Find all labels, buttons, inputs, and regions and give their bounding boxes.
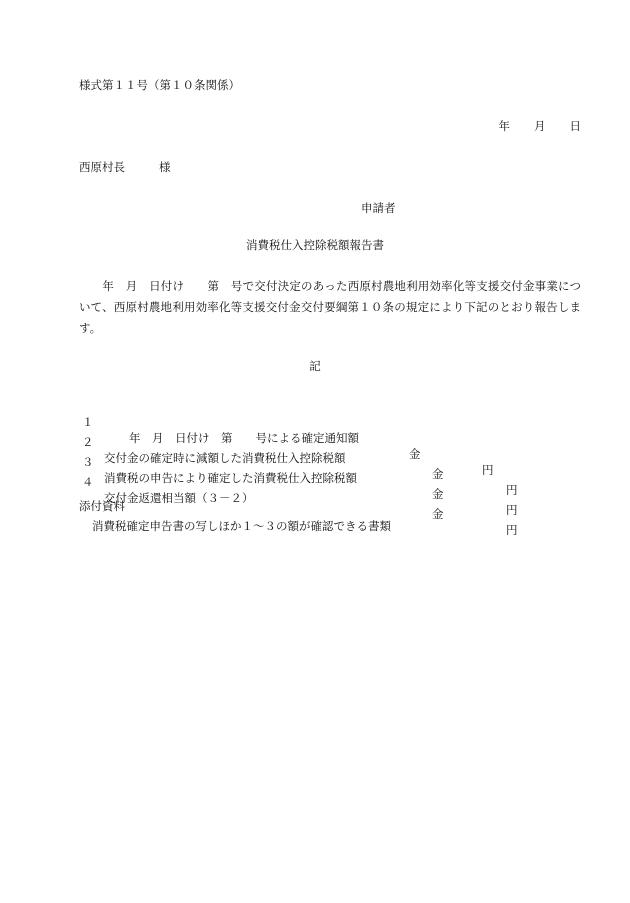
date-day: 日 [569, 119, 581, 133]
item-kin: 金 [432, 507, 444, 521]
item-number: ２ [82, 435, 94, 449]
item-number: ４ [82, 475, 94, 489]
item-number: １ [82, 415, 94, 429]
item-kin: 金 [409, 447, 421, 461]
body-paragraph: 年 月 日付け 第 号で交付決定のあった西原村農地利用効率化等支援交付金事業について、西原村農地利用効率化等支援交付金交付要綱第１０条の規定により下記のとおり報告します。 [79, 279, 581, 335]
applicant-label: 申請者 [361, 201, 396, 215]
date-month: 月 [534, 119, 546, 133]
ki-heading: 記 [309, 359, 321, 373]
item-text: 交付金の確定時に減額した消費税仕入控除税額 [104, 451, 346, 465]
item-kin: 金 [432, 487, 444, 501]
item-kin: 金 [432, 467, 444, 481]
document-title: 消費税仕入控除税額報告書 [246, 238, 384, 252]
date-line [499, 118, 582, 134]
addressee-name: 西原村長 [79, 160, 125, 174]
item-en: 円 [506, 503, 518, 517]
item-text: 消費税の申告により確定した消費税仕入控除税額 [104, 471, 357, 485]
form-number: 様式第１１号（第１０条関係） [79, 78, 240, 92]
addressee [79, 159, 171, 175]
item-en: 円 [506, 523, 518, 537]
item-en: 円 [506, 483, 518, 497]
item-number: ３ [82, 455, 94, 469]
attachment-heading: 添付資料 [79, 499, 125, 513]
addressee-honorific: 様 [159, 160, 171, 174]
item-en: 円 [482, 463, 494, 477]
item-text: 年 月 日付け 第 号による確定通知額 [129, 431, 359, 445]
date-year: 年 [498, 119, 510, 133]
item-text: 交付金返還相当額（３－２） [104, 491, 254, 505]
attachment-body: 消費税確定申告書の写しほか１～３の額が確認できる書類 [92, 519, 391, 533]
